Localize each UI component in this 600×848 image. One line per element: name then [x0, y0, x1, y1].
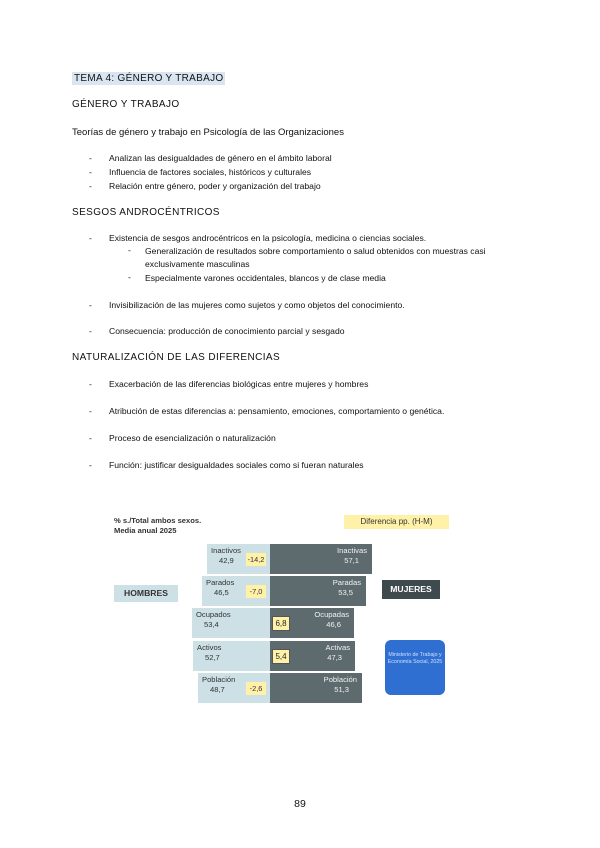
difference-label: -14,2: [247, 555, 265, 564]
labor-gender-chart: [108, 510, 458, 705]
difference-label: 6,8: [272, 616, 290, 631]
list-item: - Invisibilización de las mujeres como sujetos y como objetos del conocimiento.: [89, 300, 405, 310]
chart-title: % s./Total ambos sexos. Media anual 2025: [114, 516, 202, 535]
women-bar: [270, 673, 362, 703]
women-value-label: 51,3: [334, 685, 349, 694]
section-heading-sesgos: SESGOS ANDROCÉNTRICOS: [72, 207, 220, 218]
men-bar: [192, 608, 270, 638]
women-value-label: 46,6: [326, 620, 341, 629]
source-badge: Ministerio de Trabajo y Economía Social, 2025: [385, 640, 445, 695]
men-category-label: Parados: [206, 578, 235, 587]
women-category-label: Ocupadas: [314, 610, 349, 619]
women-value-label: 57,1: [344, 556, 359, 565]
men-bar: [193, 641, 270, 671]
women-value-label: 47,3: [327, 653, 342, 662]
women-group-label: MUJERES: [382, 580, 440, 599]
women-bar: [270, 576, 366, 606]
section-subtitle: Teorías de género y trabajo en Psicología de las Organizaciones: [72, 127, 344, 138]
list-item: - Influencia de factores sociales, históricos y culturales: [89, 167, 312, 177]
difference-label: -7,0: [246, 585, 266, 598]
chart-legend-difference: Diferencia pp. (H-M): [344, 515, 449, 529]
men-group-label: HOMBRES: [114, 585, 178, 602]
list-item: - Atribución de estas diferencias a: pensamiento, emociones, comportamiento o genética.: [89, 406, 445, 416]
women-category-label: Inactivas: [337, 546, 367, 555]
men-value-label: 53,4: [204, 620, 219, 629]
section-heading-naturalizacion: NATURALIZACIÓN DE LAS DIFERENCIAS: [72, 352, 281, 363]
section-heading-genero: GÉNERO Y TRABAJO: [72, 99, 180, 110]
list-item: - Consecuencia: producción de conocimiento parcial y sesgado: [89, 326, 345, 336]
sub-list-item: - Generalización de resultados sobre comportamiento o salud obtenidos con muestras casi exclusivamente masculinas: [128, 245, 486, 269]
difference-label: 5,4: [272, 649, 290, 664]
list-item: - Relación entre género, poder y organización del trabajo: [89, 181, 321, 191]
difference-label: -2,6: [246, 682, 266, 695]
women-bar: [270, 544, 372, 574]
men-value-label: 42,9: [219, 556, 234, 565]
men-value-label: 46,5: [214, 588, 229, 597]
topic-heading: TEMA 4: GÉNERO Y TRABAJO: [74, 73, 224, 84]
list-item: - Existencia de sesgos androcéntricos en la psicología, medicina o ciencias sociales.: [89, 233, 427, 243]
women-category-label: Activas: [325, 643, 350, 652]
list-item: - Proceso de esencialización o naturalización: [89, 433, 276, 443]
list-item: - Analizan las desigualdades de género en el ámbito laboral: [89, 153, 332, 163]
men-category-label: Ocupados: [196, 610, 231, 619]
men-category-label: Población: [202, 675, 236, 684]
women-value-label: 53,5: [338, 588, 353, 597]
men-value-label: 52,7: [205, 653, 220, 662]
list-item: - Exacerbación de las diferencias biológicas entre mujeres y hombres: [89, 379, 369, 389]
list-item: - Función: justificar desigualdades sociales como si fueran naturales: [89, 460, 364, 470]
women-category-label: Población: [323, 675, 357, 684]
men-value-label: 48,7: [210, 685, 225, 694]
women-category-label: Paradas: [332, 578, 361, 587]
men-category-label: Inactivos: [211, 546, 241, 555]
men-category-label: Activos: [197, 643, 222, 652]
sub-list-item: - Especialmente varones occidentales, blancos y de clase media: [128, 272, 386, 283]
page-number: 89: [294, 798, 306, 810]
